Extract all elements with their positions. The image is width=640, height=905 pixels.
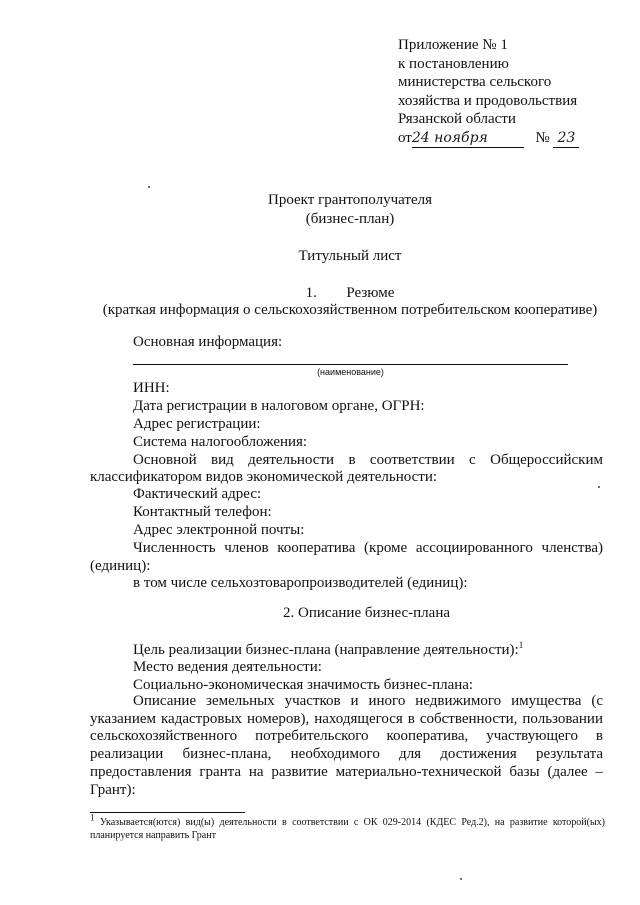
date-prefix: от	[398, 129, 412, 146]
field-significance: Социально-экономическая значимость бизнес-плана:	[133, 677, 474, 693]
field-main-activity-line1: Основной вид деятельности в соответствии с Общероссийским	[133, 452, 603, 468]
goal-label: Цель реализации бизнес-плана (направление деятельности):	[133, 642, 519, 658]
footnote	[90, 812, 606, 842]
field-producers: в том числе сельхозтоваропроизводителей (единиц):	[133, 575, 468, 591]
field-email: Адрес электронной почты:	[133, 522, 305, 538]
appendix-line-1: Приложение № 1	[398, 37, 508, 53]
name-caption: (наименование)	[317, 367, 384, 377]
handwritten-date: 24 ноября	[412, 129, 524, 149]
land-description: Описание земельных участков и иного недвижимого имущества (с указанием кадастровых номеров), находящегося в собственности, пользовании сельскохозяйственного потребительского кооператива, участвующего в реализации бизнес-плана, необходимого для достижения результата предоставления гранта на развитие материально-технической базы (далее – Грант):	[90, 693, 603, 798]
field-goal	[133, 641, 523, 659]
field-main-activity-line2: классификатором видов экономической деятельности:	[90, 469, 438, 485]
scan-dot	[460, 878, 462, 880]
footnote-separator	[90, 812, 245, 813]
basic-info-label: Основная информация:	[133, 334, 283, 350]
appendix-block	[398, 36, 628, 148]
field-inn: ИНН:	[133, 380, 170, 396]
field-reg-address: Адрес регистрации:	[133, 416, 261, 432]
appendix-line-5: Рязанской области	[398, 111, 516, 127]
document-title: Проект грантополучателя	[268, 192, 432, 208]
number-prefix: №	[535, 129, 550, 146]
field-place: Место ведения деятельности:	[133, 659, 322, 675]
appendix-line-2: к постановлению	[398, 55, 509, 72]
field-members: Численность членов кооператива (кроме ассоциированного членства) (единиц):	[90, 540, 603, 574]
appendix-line-3: министерства сельского	[398, 74, 552, 90]
field-tax-system: Система налогообложения:	[133, 434, 308, 450]
handwritten-number: 23	[553, 129, 579, 149]
field-phone: Контактный телефон:	[133, 504, 272, 520]
appendix-line-4: хозяйства и продовольствия	[398, 92, 578, 109]
section-1-title: Резюме	[346, 285, 395, 301]
section-1-number: 1.	[305, 285, 317, 301]
section-1-heading	[70, 284, 630, 302]
field-registration: Дата регистрации в налоговом органе, ОГРН:	[133, 398, 425, 414]
footnote-text: Указывается(ются) вид(ы) деятельности в соответствии с ОК 029-2014 (КДЕС Ред.2), на развитие которой(ых) планируется направить Грант	[90, 817, 606, 841]
title-sheet-heading: Титульный лист	[298, 248, 402, 264]
document-subtitle: (бизнес-план)	[305, 211, 395, 227]
scan-dot	[598, 486, 600, 488]
goal-footnote-mark: 1	[518, 640, 524, 650]
field-actual-address: Фактический адрес:	[133, 486, 262, 502]
section-1-subtitle: (краткая информация о сельскохозяйственном потребительском кооперативе)	[102, 302, 598, 318]
footnote-mark: 1	[90, 812, 95, 823]
name-underline	[133, 363, 568, 365]
scan-dot	[148, 186, 150, 188]
appendix-date-line	[398, 129, 628, 149]
section-2-heading: 2. Описание бизнес-плана	[283, 605, 450, 621]
